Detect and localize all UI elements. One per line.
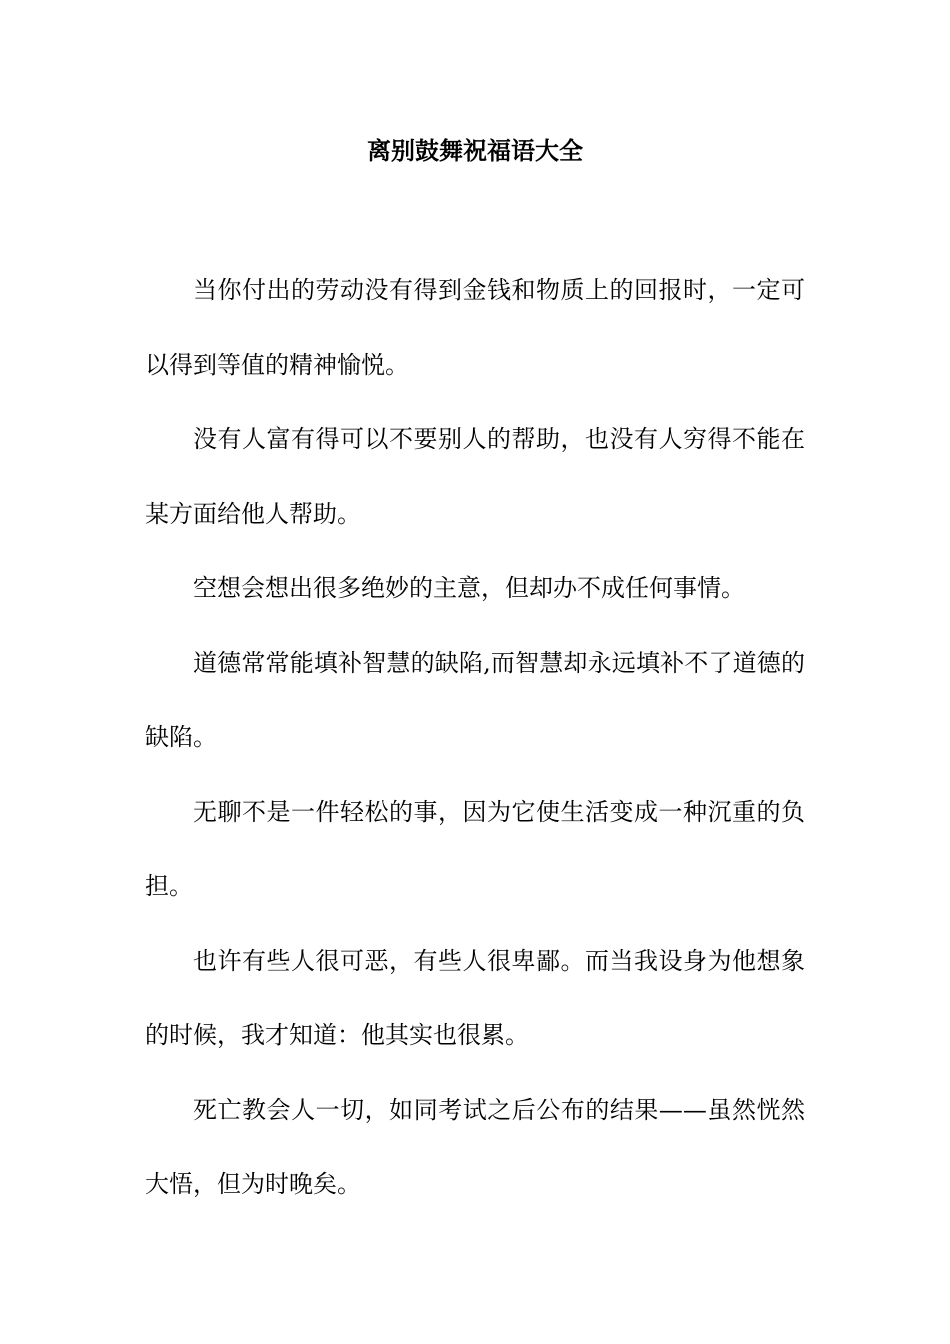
paragraph-5: 无聊不是一件轻松的事，因为它使生活变成一种沉重的负担。	[145, 797, 805, 900]
paragraph-3: 空想会想出很多绝妙的主意，但却办不成任何事情。	[193, 574, 745, 602]
document-title: 离别鼓舞祝福语大全	[367, 136, 583, 165]
document-body	[145, 253, 805, 1222]
paragraph-4: 道德常常能填补智慧的缺陷,而智慧却永远填补不了道德的缺陷。	[145, 648, 805, 751]
paragraph-2: 没有人富有得可以不要别人的帮助，也没有人穷得不能在某方面给他人帮助。	[145, 425, 805, 528]
paragraph-7: 死亡教会人一切，如同考试之后公布的结果——虽然恍然大悟，但为时晚矣。	[145, 1095, 805, 1198]
paragraph-6: 也许有些人很可恶，有些人很卑鄙。而当我设身为他想象的时候，我才知道：他其实也很累。	[145, 946, 805, 1049]
paragraph-1: 当你付出的劳动没有得到金钱和物质上的回报时，一定可以得到等值的精神愉悦。	[145, 276, 805, 379]
